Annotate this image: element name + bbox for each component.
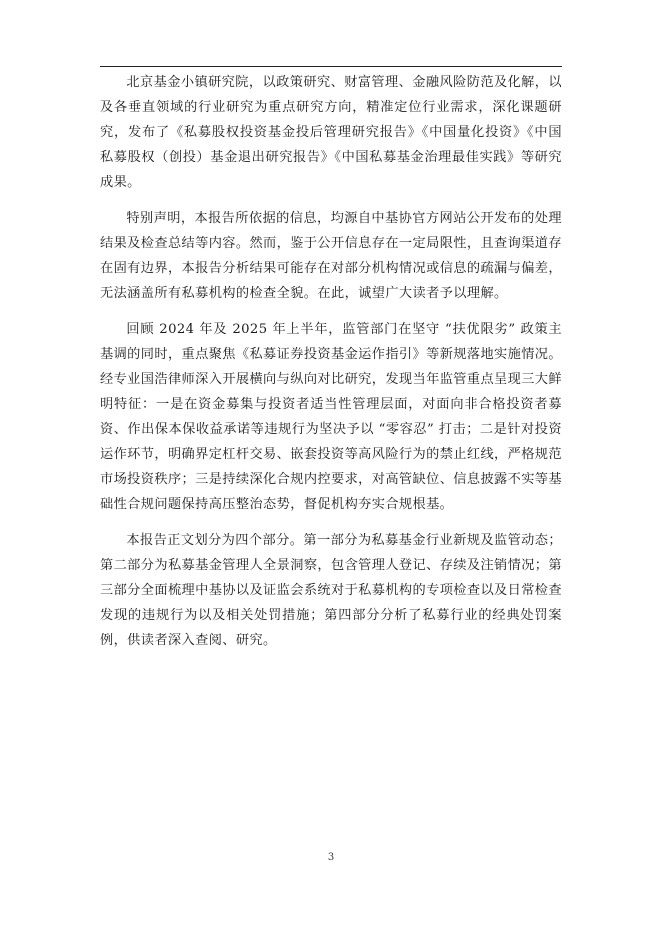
paragraph-institute-intro: 北京基金小镇研究院，以政策研究、财富管理、金融风险防范及化解，以及各垂直领域的行业研究为重点研究方向，精准定位行业需求，深化课题研究，发布了《私募股权投资基金投后管理研究报告》《中国量化投资》《中国私募股权（创投）基金退出研究报告》《中国私募基金治理最佳实践》等研究成果。 [100,75,562,190]
paragraph-regulatory-review: 回顾 2024 年及 2025 年上半年，监管部门在坚守 “扶优限劣” 政策主基调的同时，重点聚焦《私募证券投资基金运作指引》等新规落地实施情况。经专业国浩律师深入开展横向与纵向对比研究，发现当年监管重点呈现三大鲜明特征：一是在资金募集与投资者适当性管理层面，对面向非合格投资者募资、作出保本保收益承诺等违规行为坚决予以 “零容忍” 打击；二是针对投资运作环节，明确界定杠杆交易、嵌套投资等高风险行为的禁止红线，严格规范市场投资秩序；三是持续深化合规内控要求，对高管缺位、信息披露不实等基础性合规问题保持高压整治态势，督促机构夯实合规根基。 [100,322,562,512]
page-number: 3 [327,852,335,863]
body-text [100,70,562,664]
paragraph-report-structure: 本报告正文划分为四个部分。第一部分为私募基金行业新规及监管动态；第二部分为私募基金管理人全景洞察，包含管理人登记、存续及注销情况；第三部分全面梳理中基协以及证监会系统对于私募机构的专项检查以及日常检查发现的违规行为以及相关处罚措施；第四部分分析了私募行业的经典处罚案例，供读者深入查阅、研究。 [100,533,562,648]
paragraph-special-statement: 特别声明，本报告所依据的信息，均源自中基协官方网站公开发布的处理结果及检查总结等内容。然而，鉴于公开信息存在一定局限性，且查询渠道存在固有边界，本报告分析结果可能存在对部分机构情况或信息的疏漏与偏差，无法涵盖所有私募机构的检查全貌。在此，诚望广大读者予以理解。 [100,211,562,301]
header-rule [100,66,562,67]
